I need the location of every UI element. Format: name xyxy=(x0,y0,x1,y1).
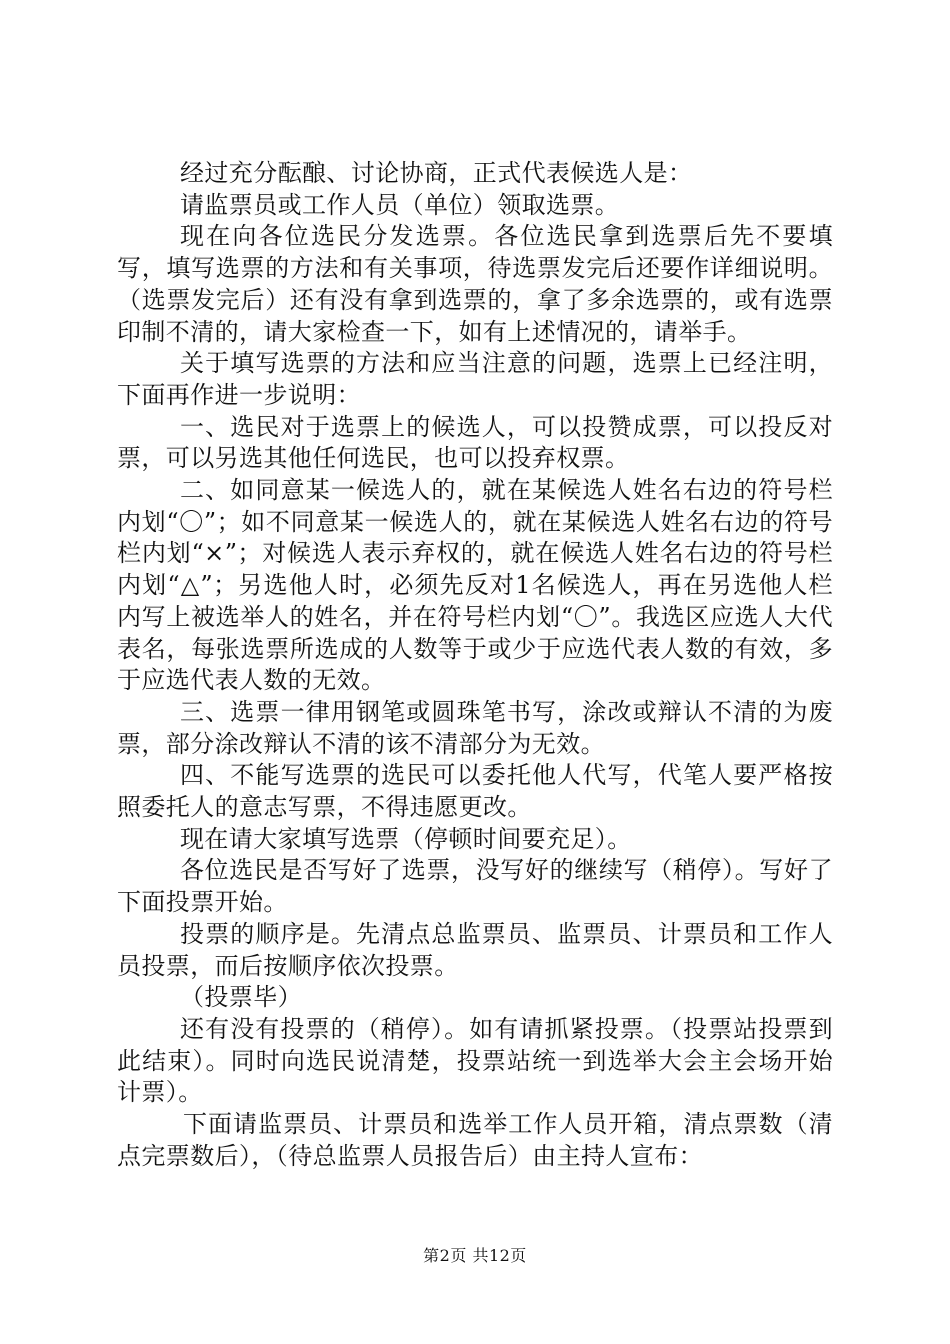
paragraph-voting-end: 还有没有投票的（稍停）。如有请抓紧投票。（投票站投票到此结束）。同时向选民说清楚，投票站统一到选举大会主会场开始计票）。 xyxy=(117,1014,833,1107)
document-body xyxy=(117,158,833,1173)
paragraph-candidates: 经过充分酝酿、讨论协商，正式代表候选人是： xyxy=(180,159,693,187)
paragraph-distribute-ballots: 现在向各位选民分发选票。各位选民拿到选票后先不要填写，填写选票的方法和有关事项，待选票发完后还要作详细说明。（选票发完后）还有没有拿到选票的，拿了多余选票的，或有选票印制不清的，请大家检查一下，如有上述情况的，请举手。 xyxy=(117,222,833,346)
paragraph-voting-start: 各位选民是否写好了选票，没写好的继续写（稍停）。写好了下面投票开始。 xyxy=(117,856,833,917)
paragraph-rule-three: 三、选票一律用钢笔或圆珠笔书写，涂改或辩认不清的为废票，部分涂改辩认不清的该不清部分为无效。 xyxy=(117,697,833,758)
paragraph-counting: 下面请监票员、计票员和选举工作人员开箱，清点票数（清点完票数后），（待总监票人员报告后）由主持人宣布： xyxy=(117,1110,833,1170)
paragraph-fill-now: 现在请大家填写选票（停顿时间要充足）。 xyxy=(180,824,632,853)
paragraph-filling-instructions: 关于填写选票的方法和应当注意的问题，选票上已经注明，下面再作进一步说明： xyxy=(117,349,833,409)
paragraph-rule-two: 二、如同意某一候选人的，就在某候选人姓名右边的符号栏内划“〇”；如不同意某一候选人的，就在某候选人姓名右边的符号栏内划“×”；对候选人表示弃权的，就在候选人姓名右边的符号栏内划“△”；另选他人时，必须先反对1名候选人，再在另选他人栏内写上被选举人的姓名，并在符号栏内划“〇”。我选区应选人大代表名，每张选票所选成的人数等于或少于应选代表人数的有效，多于应选代表人数的无效。 xyxy=(117,476,833,695)
paragraph-rule-four: 四、不能写选票的选民可以委托他人代写，代笔人要严格按照委托人的意志写票，不得违愿更改。 xyxy=(117,761,833,822)
paragraph-voting-finished: （投票毕） xyxy=(180,983,302,1012)
page-number-footer: 第2页 共12页 xyxy=(423,1246,527,1265)
paragraph-voting-order: 投票的顺序是。先清点总监票员、监票员、计票员和工作人员投票，而后按顺序依次投票。 xyxy=(117,919,833,980)
paragraph-collect-ballots: 请监票员或工作人员（单位）领取选票。 xyxy=(180,190,620,219)
paragraph-rule-one: 一、选民对于选票上的候选人，可以投赞成票，可以投反对票，可以另选其他任何选民，也可以投弃权票。 xyxy=(117,412,833,473)
